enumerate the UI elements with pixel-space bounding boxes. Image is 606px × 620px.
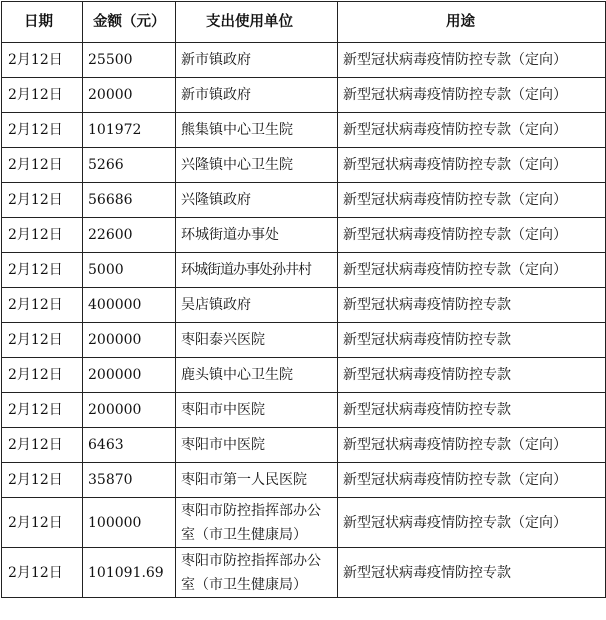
table-row — [2, 463, 606, 498]
cell-date: 2月12日 — [2, 463, 83, 498]
table-row — [2, 148, 606, 183]
cell-date: 2月12日 — [2, 358, 83, 393]
table-row — [2, 498, 606, 548]
header-date: 日期 — [2, 2, 83, 43]
cell-date: 2月12日 — [2, 78, 83, 113]
table-row — [2, 183, 606, 218]
cell-unit: 新市镇政府 — [176, 43, 338, 78]
cell-unit: 吴店镇政府 — [176, 288, 338, 323]
cell-date: 2月12日 — [2, 428, 83, 463]
table-row — [2, 288, 606, 323]
cell-date: 2月12日 — [2, 253, 83, 288]
cell-date: 2月12日 — [2, 393, 83, 428]
cell-purpose: 新型冠状病毒疫情防控专款 — [338, 323, 606, 358]
table-row — [2, 323, 606, 358]
table-row — [2, 253, 606, 288]
cell-unit: 鹿头镇中心卫生院 — [176, 358, 338, 393]
cell-purpose: 新型冠状病毒疫情防控专款 — [338, 393, 606, 428]
cell-date: 2月12日 — [2, 113, 83, 148]
table-row — [2, 113, 606, 148]
cell-date: 2月12日 — [2, 218, 83, 253]
cell-unit: 熊集镇中心卫生院 — [176, 113, 338, 148]
cell-date: 2月12日 — [2, 183, 83, 218]
cell-date: 2月12日 — [2, 148, 83, 183]
table-header-row — [2, 2, 606, 43]
cell-amount: 5266 — [83, 148, 176, 183]
cell-purpose: 新型冠状病毒疫情防控专款（定向） — [338, 463, 606, 498]
cell-amount: 200000 — [83, 358, 176, 393]
cell-date: 2月12日 — [2, 288, 83, 323]
cell-unit: 新市镇政府 — [176, 78, 338, 113]
cell-amount: 20000 — [83, 78, 176, 113]
cell-amount: 56686 — [83, 183, 176, 218]
cell-date: 2月12日 — [2, 498, 83, 548]
cell-amount: 5000 — [83, 253, 176, 288]
cell-purpose: 新型冠状病毒疫情防控专款（定向） — [338, 183, 606, 218]
table-row — [2, 548, 606, 598]
cell-date: 2月12日 — [2, 323, 83, 358]
table-row — [2, 393, 606, 428]
cell-unit: 枣阳市防控指挥部办公室（市卫生健康局） — [176, 548, 338, 598]
table-row — [2, 358, 606, 393]
cell-amount: 25500 — [83, 43, 176, 78]
table-row — [2, 218, 606, 253]
cell-purpose: 新型冠状病毒疫情防控专款 — [338, 358, 606, 393]
cell-amount: 101091.69 — [83, 548, 176, 598]
cell-purpose: 新型冠状病毒疫情防控专款（定向） — [338, 428, 606, 463]
cell-amount: 35870 — [83, 463, 176, 498]
cell-unit: 环城街道办事处 — [176, 218, 338, 253]
cell-unit: 枣阳市中医院 — [176, 393, 338, 428]
cell-purpose: 新型冠状病毒疫情防控专款（定向） — [338, 498, 606, 548]
cell-amount: 400000 — [83, 288, 176, 323]
cell-unit: 兴隆镇中心卫生院 — [176, 148, 338, 183]
header-unit: 支出使用单位 — [176, 2, 338, 43]
expenditure-table — [1, 1, 606, 598]
cell-purpose: 新型冠状病毒疫情防控专款（定向） — [338, 78, 606, 113]
cell-purpose: 新型冠状病毒疫情防控专款（定向） — [338, 43, 606, 78]
cell-purpose: 新型冠状病毒疫情防控专款（定向） — [338, 148, 606, 183]
cell-unit: 枣阳泰兴医院 — [176, 323, 338, 358]
cell-unit: 枣阳市中医院 — [176, 428, 338, 463]
cell-amount: 101972 — [83, 113, 176, 148]
cell-amount: 22600 — [83, 218, 176, 253]
header-purpose: 用途 — [338, 2, 606, 43]
cell-amount: 100000 — [83, 498, 176, 548]
table-row — [2, 428, 606, 463]
cell-unit: 枣阳市第一人民医院 — [176, 463, 338, 498]
cell-purpose: 新型冠状病毒疫情防控专款（定向） — [338, 253, 606, 288]
cell-unit: 兴隆镇政府 — [176, 183, 338, 218]
table-row — [2, 43, 606, 78]
cell-unit: 环城街道办事处孙井村 — [176, 253, 338, 288]
cell-purpose: 新型冠状病毒疫情防控专款（定向） — [338, 218, 606, 253]
cell-unit: 枣阳市防控指挥部办公室（市卫生健康局） — [176, 498, 338, 548]
cell-amount: 200000 — [83, 323, 176, 358]
cell-amount: 6463 — [83, 428, 176, 463]
cell-purpose: 新型冠状病毒疫情防控专款 — [338, 288, 606, 323]
cell-date: 2月12日 — [2, 43, 83, 78]
cell-purpose: 新型冠状病毒疫情防控专款 — [338, 548, 606, 598]
cell-date: 2月12日 — [2, 548, 83, 598]
table-row — [2, 78, 606, 113]
cell-amount: 200000 — [83, 393, 176, 428]
header-amount: 金额（元） — [83, 2, 176, 43]
cell-purpose: 新型冠状病毒疫情防控专款（定向） — [338, 113, 606, 148]
